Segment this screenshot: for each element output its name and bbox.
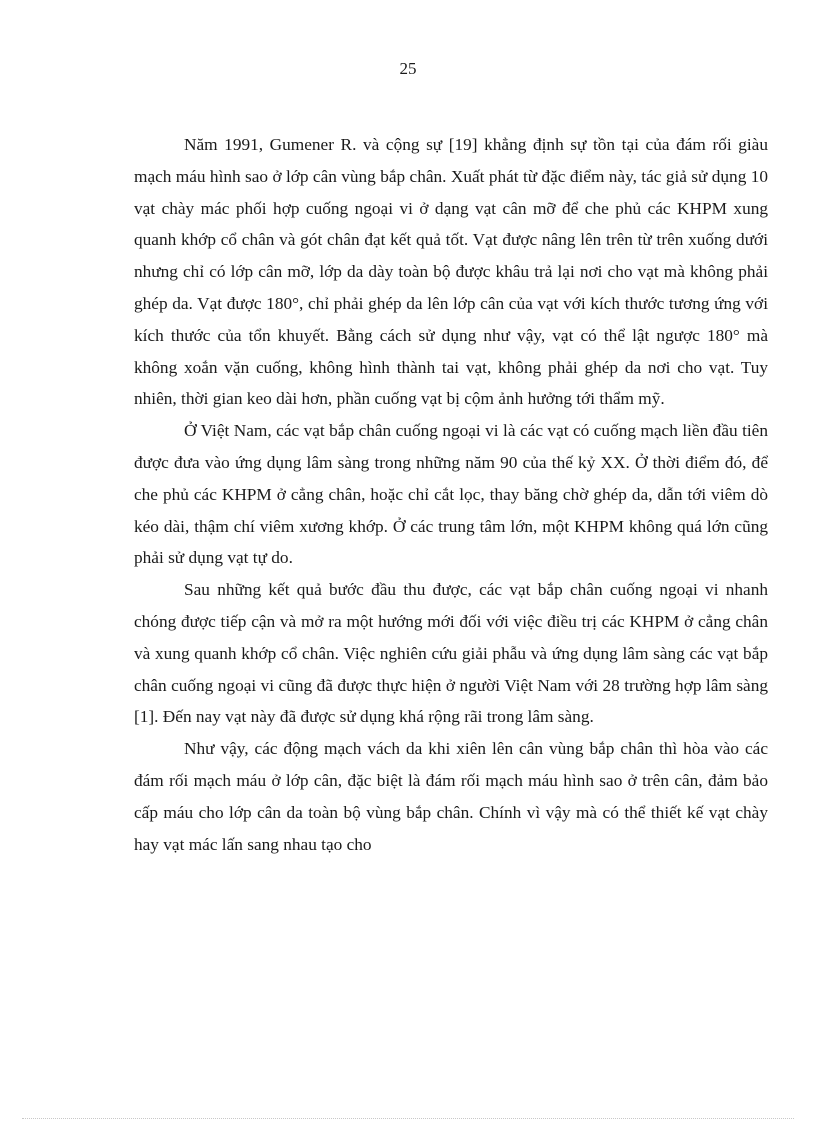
page-bottom-divider [22,1118,794,1119]
paragraph-vietnam-history: Ở Việt Nam, các vạt bắp chân cuống ngoại vi là các vạt có cuống mạch liền đầu tiên được đưa vào ứng dụng lâm sàng trong những năm 90 của thế kỷ XX. Ở thời điểm đó, để che phủ các KHPM ở cẳng chân, hoặc chỉ cắt lọc, thay băng chờ ghép da, dẫn tới viêm dò kéo dài, thậm chí viêm xương khớp. Ở các trung tâm lớn, một KHPM không quá lớn cũng phải sử dụng vạt tự do. [134,421,768,568]
paragraph-gumener-1991: Năm 1991, Gumener R. và cộng sự [19] khẳng định sự tồn tại của đám rối giàu mạch máu hình sao ở lớp cân vùng bắp chân. Xuất phát từ đặc điểm này, tác giả sử dụng 10 vạt chày mác phối hợp cuống ngoại vi ở dạng vạt cân mỡ để che phủ các KHPM xung quanh khớp cổ chân và gót chân đạt kết quả tốt. Vạt được nâng lên trên từ trên xuống dưới nhưng chỉ có lớp cân mỡ, lớp da dày toàn bộ được khâu trả lại nơi cho vạt mà không phải ghép da. Vạt được 180°, chỉ phải ghép da lên lớp cân của vạt với kích thước tương ứng với kích thước của tổn khuyết. Bằng cách sử dụng như vậy, vạt có thể lật ngược 180° mà không xoắn vặn cuống, không hình thành tai vạt, không phải ghép da nơi cho vạt. Tuy nhiên, thời gian keo dài hơn, phần cuống vạt bị cộm ảnh hưởng tới thẩm mỹ. [134,135,768,409]
paragraph-initial-results: Sau những kết quả bước đầu thu được, các vạt bắp chân cuống ngoại vi nhanh chóng được tiếp cận và mở ra một hướng mới đối với việc điều trị các KHPM ở cẳng chân và xung quanh khớp cổ chân. Việc nghiên cứu giải phẫu và ứng dụng lâm sàng các vạt bắp chân cuống ngoại vi cũng đã được thực hiện ở người Việt Nam với 28 trường hợp lâm sàng [1]. Đến nay vạt này đã được sử dụng khá rộng rãi trong lâm sàng. [134,580,768,727]
paragraph-conclusion: Như vậy, các động mạch vách da khi xiên lên cân vùng bắp chân thì hòa vào các đám rối mạch máu ở lớp cân, đặc biệt là đám rối mạch máu hình sao ở trên cân, đảm bảo cấp máu cho lớp cân da toàn bộ vùng bắp chân. Chính vì vậy mà có thể thiết kế vạt chày hay vạt mác lấn sang nhau tạo cho [134,739,768,854]
page-number: 25 [399,59,417,78]
body-text [134,129,768,860]
